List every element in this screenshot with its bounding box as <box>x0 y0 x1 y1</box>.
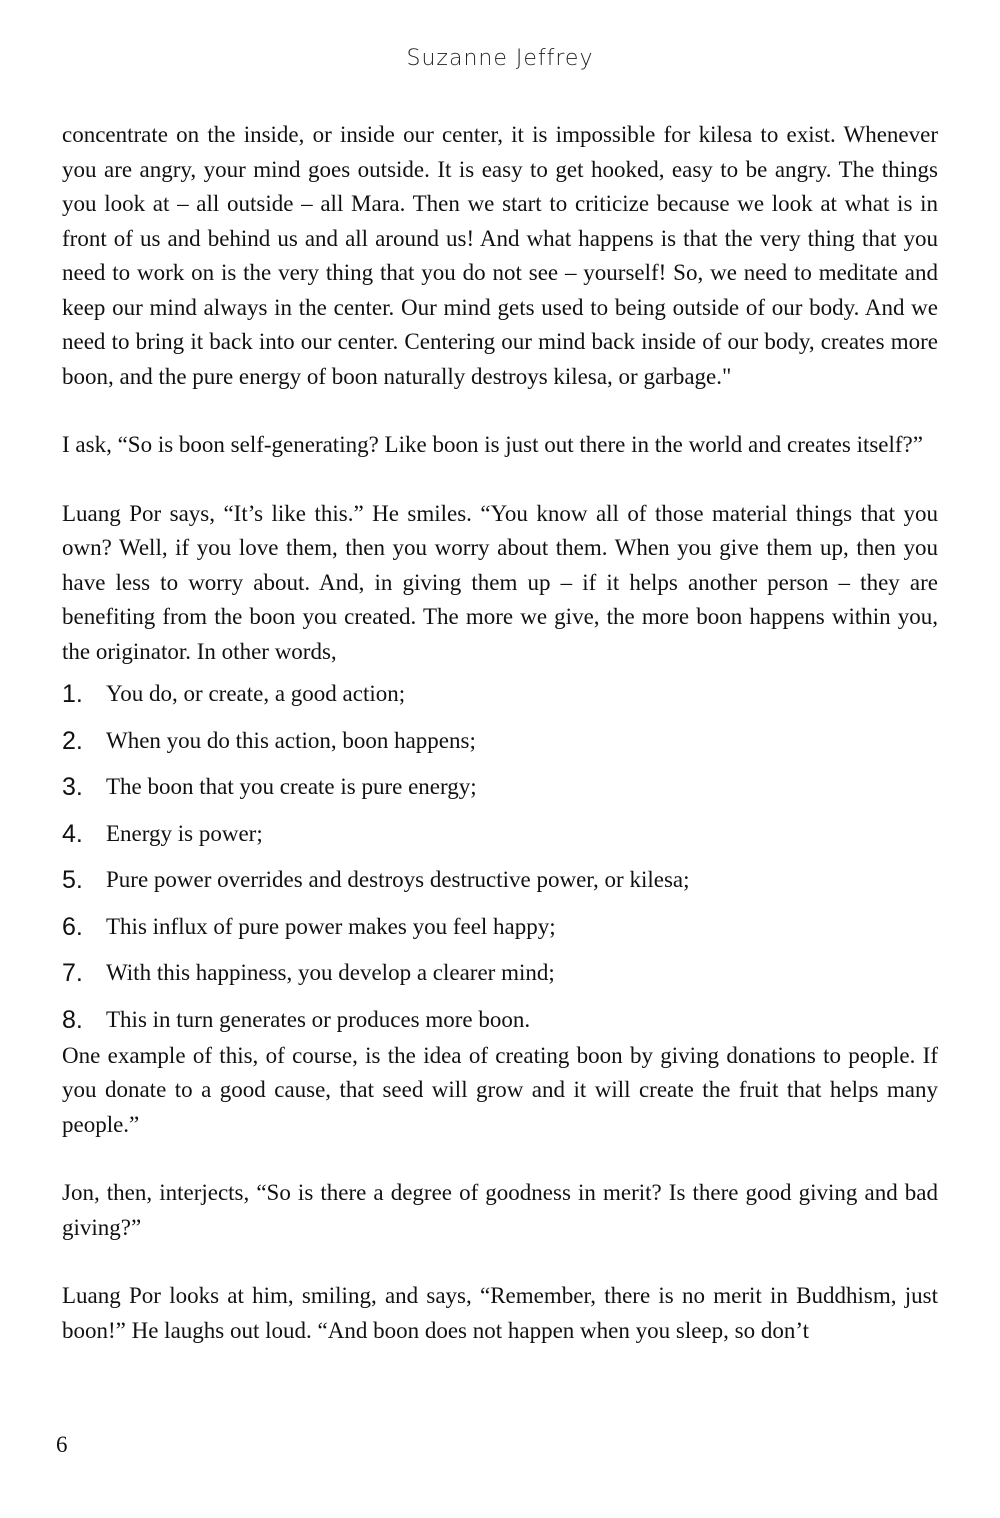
paragraph: Luang Por says, “It’s like this.” He smiles. “You know all of those material things that you own? Well, if you love them, then you worry about them. When you give them up, then you have less to worry about. And, in giving them up – if it helps another person – they are benefiting from the boon you created. The more we give, the more boon happens within you, the originator. In other words, <box>62 500 938 664</box>
list-text: This influx of pure power makes you feel happy; <box>106 913 556 939</box>
list-number: 5. <box>62 866 83 894</box>
list-number: 6. <box>62 912 83 941</box>
list-text: This in turn generates or produces more boon. <box>106 1006 531 1032</box>
paragraph: I ask, “So is boon self-generating? Like boon is just out there in the world and creates itself?” <box>62 432 923 457</box>
list-text: Pure power overrides and destroys destructive power, or kilesa; <box>106 867 690 892</box>
numbered-list <box>62 677 938 1039</box>
list-number: 4. <box>62 819 83 848</box>
list-item <box>62 770 938 815</box>
list-item <box>62 817 938 862</box>
list-number: 7. <box>62 959 83 987</box>
list-text: Energy is power; <box>106 820 263 846</box>
paragraph: One example of this, of course, is the idea of creating boon by giving donations to people. If you donate to a good cause, that seed will grow and it will create the fruit that helps many people.” <box>62 1042 938 1137</box>
page-number: 6 <box>56 1432 68 1457</box>
list-item <box>62 1003 938 1039</box>
list-text: With this happiness, you develop a clearer mind; <box>106 960 555 985</box>
paragraph: concentrate on the inside, or inside our center, it is impossible for kilesa to exist. Whenever you are angry, your mind goes outside. It is easy to get hooked, easy to be angry. The things you look at – all outside – all Mara. Then we start to criticize because we look at what is in front of us and behind us and all around us! And what happens is that the very thing that you need to work on is the very thing that you do not see – yourself! So, we need to meditate and keep our mind always in the center. Our mind gets used to being outside of our body. And we need to bring it back into our center. Centering our mind back inside of our body, creates more boon, and the pure energy of boon naturally destroys kilesa, or garbage." <box>62 122 938 389</box>
list-text: When you do this action, boon happens; <box>106 727 476 753</box>
list-item <box>62 863 938 908</box>
list-item <box>62 956 938 1001</box>
paragraph: Jon, then, interjects, “So is there a degree of goodness in merit? Is there good giving and bad giving?” <box>62 1180 938 1240</box>
list-item <box>62 910 938 955</box>
list-text: The boon that you create is pure energy; <box>106 774 477 799</box>
paragraph: Luang Por looks at him, smiling, and says, “Remember, there is no merit in Buddhism, just boon!” He laughs out loud. “And boon does not happen when you sleep, so don’t <box>62 1283 938 1343</box>
page-body <box>62 118 938 1348</box>
list-number: 2. <box>62 726 83 755</box>
list-text: You do, or create, a good action; <box>106 681 406 706</box>
list-number: 8. <box>62 1005 83 1034</box>
list-item <box>62 677 938 722</box>
list-number: 3. <box>62 773 83 801</box>
list-item <box>62 724 938 769</box>
list-number: 1. <box>62 680 83 708</box>
running-header-author: Suzanne Jeffrey <box>406 46 594 71</box>
